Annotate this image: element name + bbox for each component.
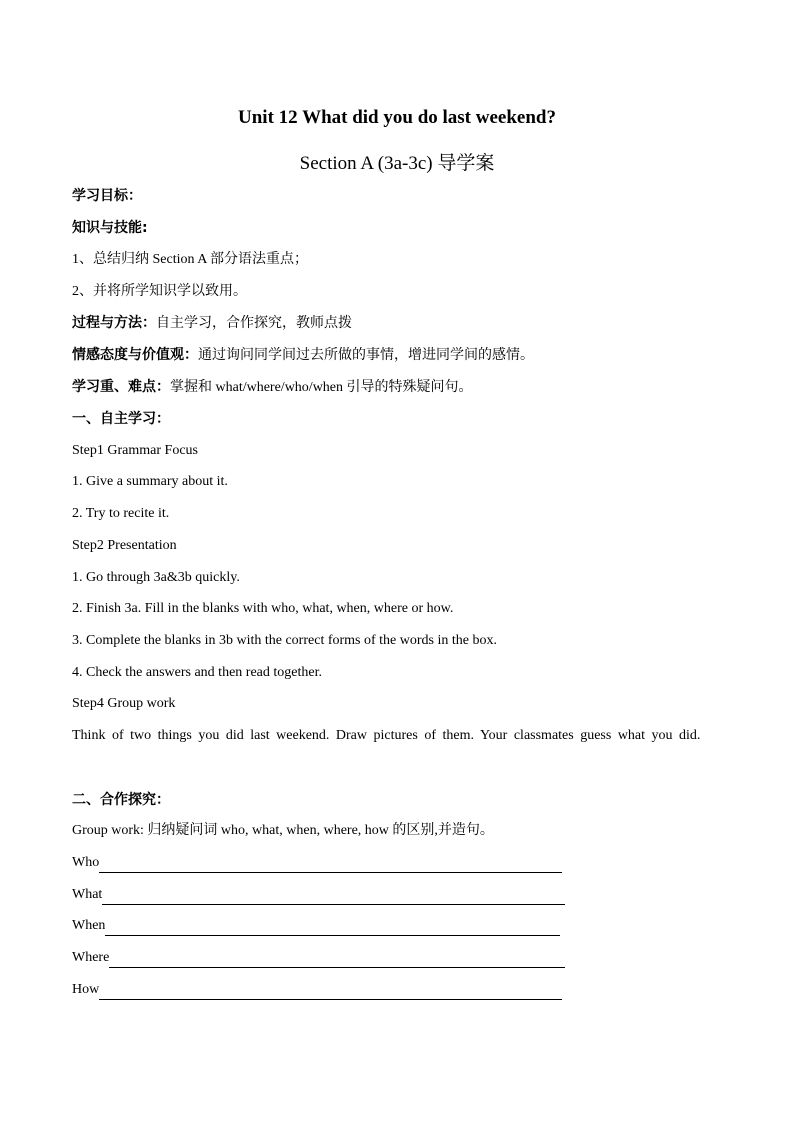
step1-title: Step1 Grammar Focus xyxy=(72,443,198,458)
blank-row-who xyxy=(72,853,562,873)
objectives-heading: 学习目标： xyxy=(72,188,142,204)
blank-row-what xyxy=(72,885,565,905)
knowledge-item: 1、总结归纳 Section A 部分语法重点； xyxy=(72,252,309,267)
focus-line xyxy=(72,377,473,398)
step2-item: 3. Complete the blanks in 3b with the correct forms of the words in the box. xyxy=(72,633,497,648)
step4-text: Think of two things you did last weekend. Draw pictures of them. Your classmates guess what you did. xyxy=(72,728,701,743)
blank-label: Where xyxy=(72,950,110,965)
group-work-instruction: Group work: 归纳疑问词 who, what, when, where, how 的区别,并造句。 xyxy=(72,823,494,838)
step2-title: Step2 Presentation xyxy=(72,538,177,553)
blank-row-when xyxy=(72,916,560,936)
step2-item: 4. Check the answers and then read together. xyxy=(72,665,322,680)
blank-row-how xyxy=(72,980,562,1000)
section2-heading: 二、合作探究： xyxy=(72,792,170,808)
document-title: Unit 12 What did you do last weekend? xyxy=(238,107,556,128)
blank-label: What xyxy=(72,887,103,902)
step4-title: Step4 Group work xyxy=(72,696,176,711)
attitude-text: 通过询问同学间过去所做的事情，增进同学间的感情。 xyxy=(198,348,534,363)
document-subtitle: Section A (3a-3c) 导学案 xyxy=(299,153,495,174)
blank-label: How xyxy=(72,982,100,997)
step1-item: 1. Give a summary about it. xyxy=(72,474,228,489)
attitude-label: 情感态度与价值观： xyxy=(72,347,198,363)
attitude-line xyxy=(72,345,534,366)
answer-blank[interactable] xyxy=(99,857,562,873)
answer-blank[interactable] xyxy=(99,984,562,1000)
blank-label: Who xyxy=(72,855,100,870)
answer-blank[interactable] xyxy=(109,952,565,968)
focus-text: 掌握和 what/where/who/when 引导的特殊疑问句。 xyxy=(170,380,473,395)
knowledge-heading: 知识与技能: xyxy=(72,220,148,236)
process-text: 自主学习，合作探究，教师点拨 xyxy=(156,316,352,331)
blank-label: When xyxy=(72,918,106,933)
knowledge-item: 2、并将所学知识学以致用。 xyxy=(72,284,247,299)
step2-item: 2. Finish 3a. Fill in the blanks with who, what, when, where or how. xyxy=(72,601,454,616)
answer-blank[interactable] xyxy=(105,920,560,936)
section1-heading: 一、自主学习： xyxy=(72,411,170,427)
blank-row-where xyxy=(72,948,565,968)
step1-item: 2. Try to recite it. xyxy=(72,506,170,521)
answer-blank[interactable] xyxy=(102,889,565,905)
focus-label: 学习重、难点： xyxy=(72,379,170,395)
process-line xyxy=(72,313,352,334)
step2-item: 1. Go through 3a&3b quickly. xyxy=(72,570,240,585)
process-label: 过程与方法： xyxy=(72,315,156,331)
